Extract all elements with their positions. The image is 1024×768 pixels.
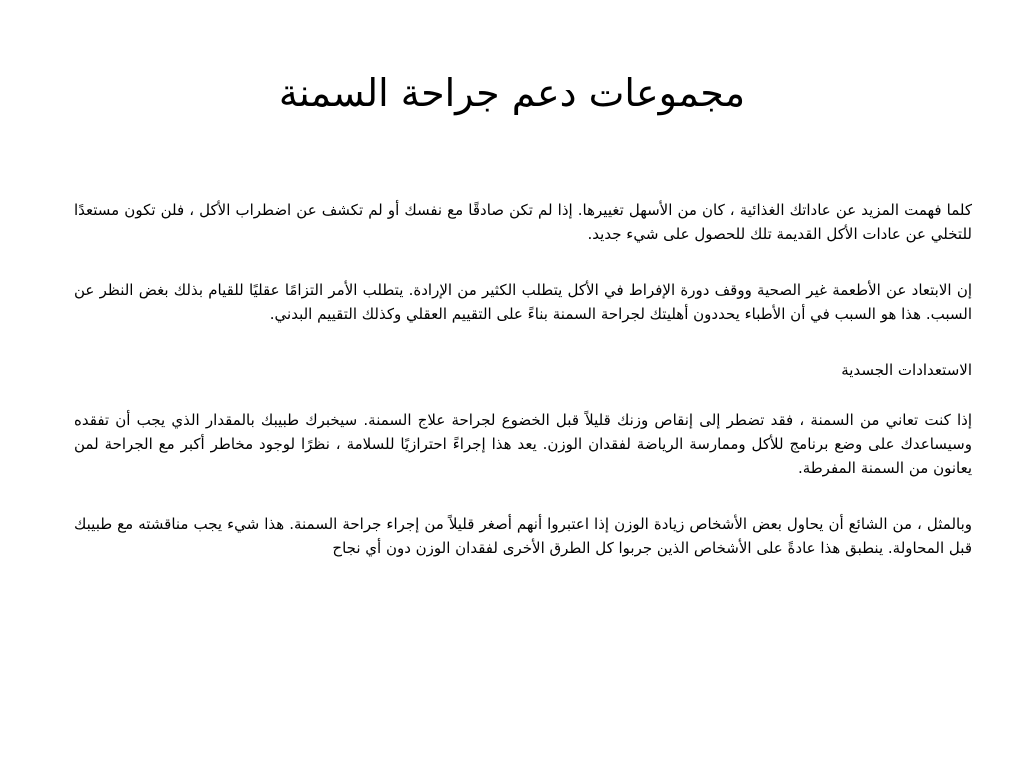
slide-title: مجموعات دعم جراحة السمنة <box>278 71 746 115</box>
section-heading-physical-preparations: الاستعدادات الجسدية <box>841 361 972 379</box>
paragraph-weight-gain-attempts: وبالمثل ، من الشائع أن يحاول بعض الأشخاص زيادة الوزن إذا اعتبروا أنهم أصغر قليلاً من إجراء جراحة السمنة. هذا شيء يجب مناقشته مع طبيبك قبل المحاولة. ينطبق هذا عادةً على الأشخاص الذين جربوا كل الطرق الأخرى لفقدان الوزن دون أي نجاح <box>74 515 972 557</box>
slide-body <box>74 198 972 592</box>
paragraph-eating-habits: كلما فهمت المزيد عن عاداتك الغذائية ، كان من الأسهل تغييرها. إذا لم تكن صادقًا مع نفسك أو لم تكشف عن اضطراب الأكل ، فلن تكون مستعدًا للتخلي عن عادات الأكل القديمة تلك للحصول على شيء جديد. <box>74 201 972 243</box>
paragraph-mental-commitment: إن الابتعاد عن الأطعمة غير الصحية ووقف دورة الإفراط في الأكل يتطلب الكثير من الإرادة. يتطلب الأمر التزامًا عقليًا للقيام بذلك بغض النظر عن السبب. هذا هو السبب في أن الأطباء يحددون أهليتك لجراحة السمنة بناءً على التقييم العقلي وكذلك التقييم البدني. <box>74 281 972 323</box>
paragraph-weight-loss-before-surgery: إذا كنت تعاني من السمنة ، فقد تضطر إلى إنقاص وزنك قليلاً قبل الخضوع لجراحة علاج السمنة. سيخبرك طبيبك بالمقدار الذي يجب أن تفقده وسيساعدك على وضع برنامج للأكل وممارسة الرياضة لفقدان الوزن. يعد هذا إجراءً احترازيًا للسلامة ، نظرًا لوجود مخاطر أكبر مع الجراحة لمن يعانون من السمنة المفرطة. <box>74 411 972 477</box>
